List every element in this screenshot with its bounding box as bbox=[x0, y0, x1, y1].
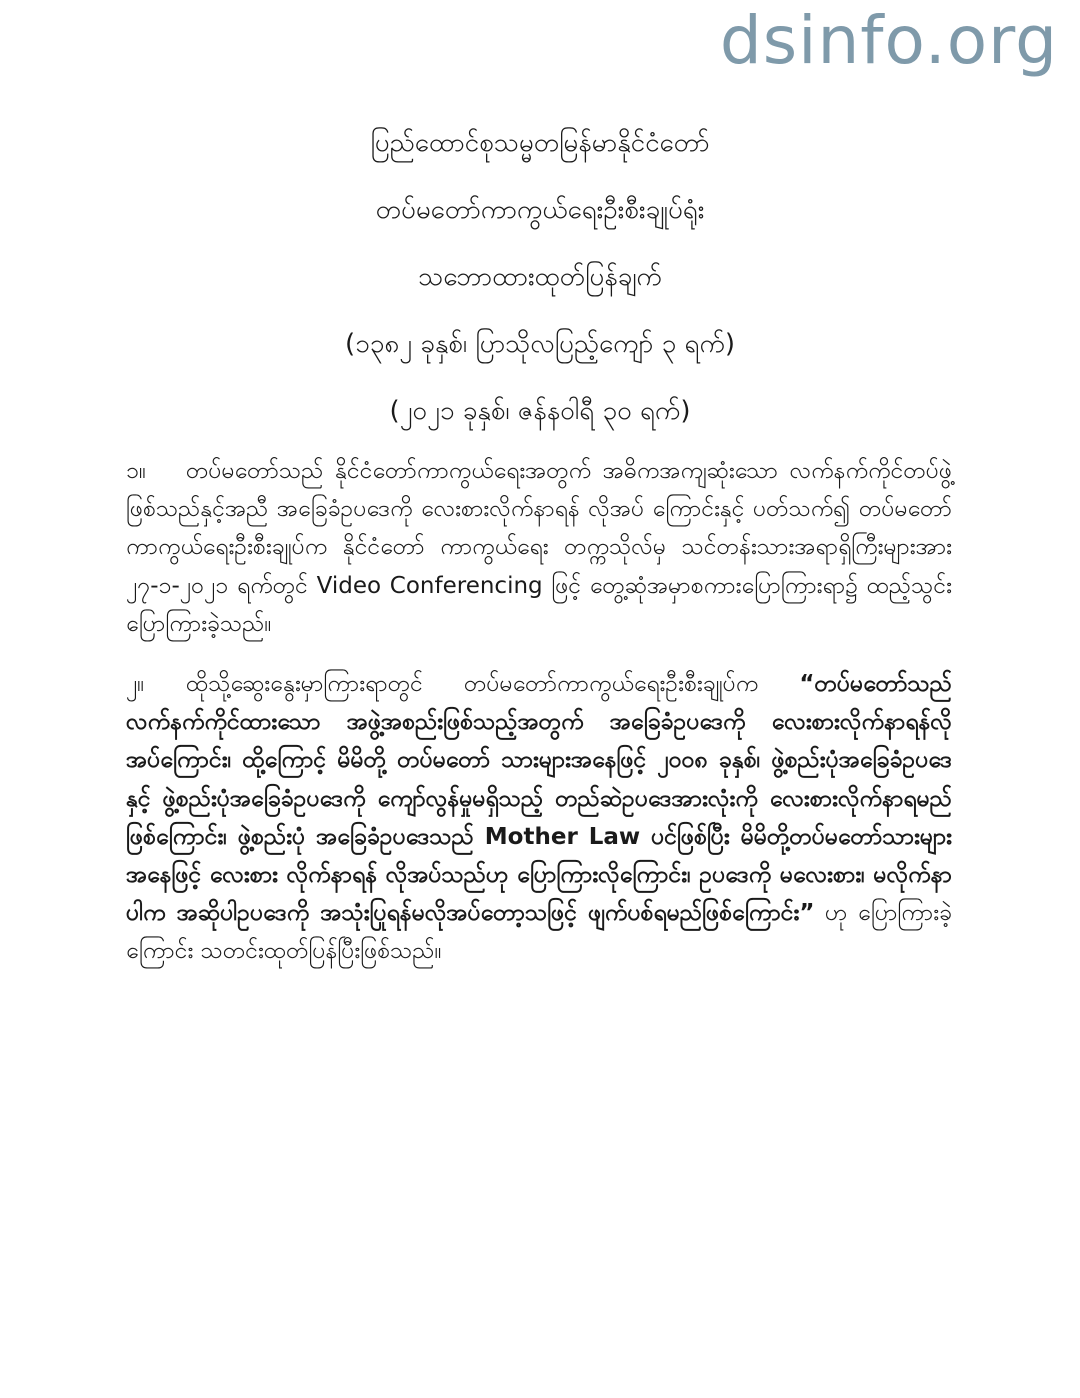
header-date-gregorian: (၂၀၂၁ ခုနှစ်၊ ဇန်နဝါရီ ၃၀ ရက်) bbox=[389, 396, 691, 426]
header-date-myanmar: (၁၃၈၂ ခုနှစ်၊ ပြာသိုလပြည့်ကျော် ၃ ရက်) bbox=[344, 329, 736, 359]
paragraph-2-intro: ထိုသို့ဆွေးနွေးမှာကြားရာတွင် တပ်မတော်ကာကွယ်ရေးဦးစီးချုပ်က bbox=[186, 671, 759, 698]
paragraph-2 bbox=[126, 665, 952, 971]
header-statement-title: သဘောထားထုတ်ပြန်ချက် bbox=[418, 262, 662, 292]
watermark-text: dsinfo.org bbox=[719, 2, 1058, 79]
header-office: တပ်မတော်ကာကွယ်ရေးဦးစီးချုပ်ရုံး bbox=[375, 195, 705, 225]
paragraph-1-text: တပ်မတော်သည် နိုင်ငံတော်ကာကွယ်ရေးအတွက် အဓိကအကျဆုံးသော လက်နက်ကိုင်တပ်ဖွဲ့ဖြစ်သည်နှင့်အညီ အခြေခံဥပဒေကို လေးစားလိုက်နာရန် လိုအပ် ကြောင်းနှင့် ပတ်သက်၍ တပ်မတော်ကာကွယ်ရေးဦးစီးချုပ်က နိုင်ငံတော် ကာကွယ်ရေး တက္ကသိုလ်မှ သင်တန်းသားအရာရှိကြီးများအား ၂၇-၁-၂၀၂၁ ရက်တွင် Video Conferencing ဖြင့် တွေ့ဆုံအမှာစကားပြောကြားရာ၌ ထည့်သွင်း ပြောကြားခဲ့သည်။ bbox=[126, 458, 952, 637]
header-country: ပြည်ထောင်စုသမ္မတမြန်မာနိုင်ငံတော် bbox=[370, 128, 710, 158]
paragraph-2-quote: “တပ်မတော်သည် လက်နက်ကိုင်ထားသော အဖွဲ့အစည်းဖြစ်သည့်အတွက် အခြေခံဥပဒေကို လေးစားလိုက်နာရန်လိုအပ်ကြောင်း၊ ထို့ကြောင့် မိမိတို့ တပ်မတော် သားများအနေဖြင့် ၂၀၀၈ ခုနှစ်၊ ဖွဲ့စည်းပုံအခြေခံဥပဒေနှင့် ဖွဲ့စည်းပုံအခြေခံဥပဒေကို ကျော်လွန်မှုမရှိသည့် တည်ဆဲဥပဒေအားလုံးကို လေးစားလိုက်နာရမည်ဖြစ်ကြောင်း၊ ဖွဲ့စည်းပုံ အခြေခံဥပဒေသည် Mother Law ပင်ဖြစ်ပြီး မိမိတို့တပ်မတော်သားများအနေဖြင့် လေးစား လိုက်နာရန် လိုအပ်သည်ဟု ပြောကြားလိုကြောင်း၊ ဥပဒေကို မလေးစား၊ မလိုက်နာပါက အဆိုပါဥပဒေကို အသုံးပြုရန်မလိုအပ်တော့သဖြင့် ဖျက်ပစ်ရမည်ဖြစ်ကြောင်း” bbox=[126, 671, 952, 927]
paragraph-2-outro: ဟု ပြောကြားခဲ့ကြောင်း သတင်းထုတ်ပြန်ပြီးဖြစ်သည်။ bbox=[126, 900, 953, 965]
document-header bbox=[0, 128, 1080, 463]
document-body bbox=[126, 452, 952, 993]
paragraph-1 bbox=[126, 452, 952, 643]
paragraph-1-number: ၁။ bbox=[126, 458, 146, 484]
paragraph-2-number: ၂။ bbox=[126, 671, 145, 698]
